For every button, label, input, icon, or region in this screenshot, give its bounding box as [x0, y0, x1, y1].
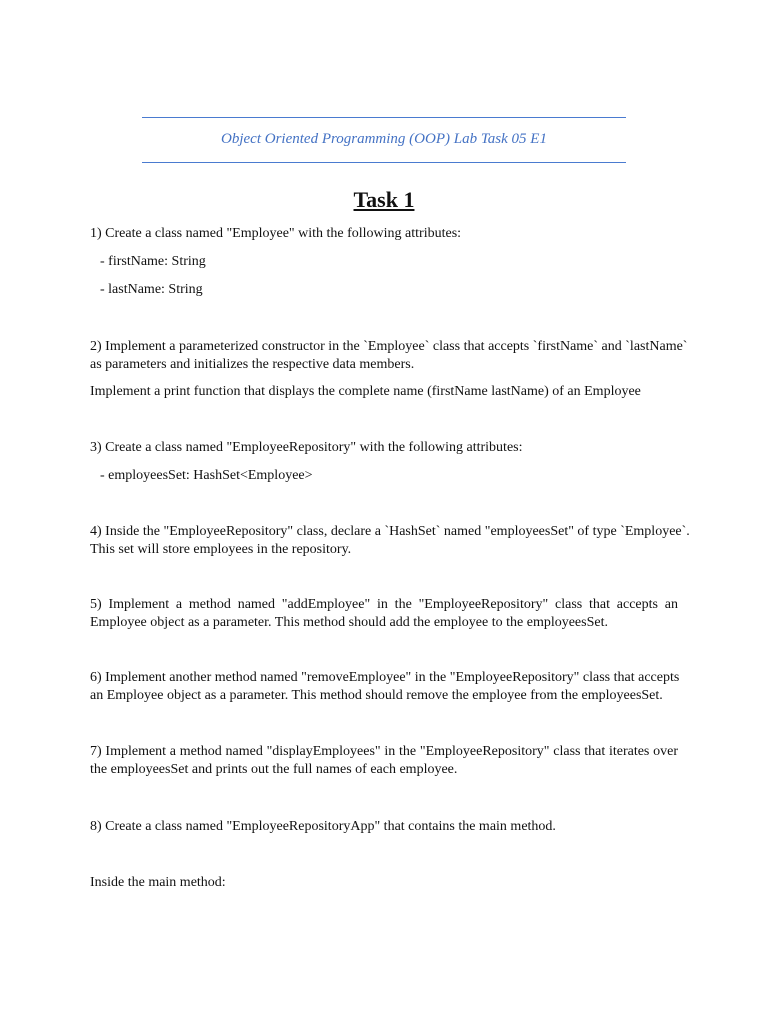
item-3-attr-employeesset: - employeesSet: HashSet<Employee>	[100, 468, 313, 483]
item-7-line-1: 7) Implement a method named "displayEmployees" in the "EmployeeRepository" class that iterates over	[90, 744, 678, 759]
item-2-print-function: Implement a print function that displays the complete name (firstName lastName) of an Employee	[90, 384, 641, 399]
item-1-attr-firstname: - firstName: String	[100, 254, 206, 269]
item-4-line-2: This set will store employees in the repository.	[90, 542, 352, 557]
item-6	[90, 669, 678, 705]
item-5-line-2: Employee object as a parameter. This method should add the employee to the employeesSet.	[90, 615, 608, 630]
item-5	[90, 596, 678, 632]
task-title: Task 1	[353, 187, 415, 212]
item-6-line-2: an Employee object as a parameter. This method should remove the employee from the employeesSet.	[90, 688, 663, 703]
header-title: Object Oriented Programming (OOP) Lab Task 05 E1	[221, 131, 547, 147]
item-3: 3) Create a class named "EmployeeRepository" with the following attributes:	[90, 440, 523, 455]
header-bottom-rule	[142, 162, 626, 163]
item-6-line-1: 6) Implement another method named "removeEmployee" in the "EmployeeRepository" class that accepts	[90, 670, 680, 685]
header-top-rule	[142, 117, 626, 118]
main-method-heading: Inside the main method:	[90, 875, 226, 890]
item-1-attr-lastname: - lastName: String	[100, 282, 203, 297]
item-2	[90, 338, 688, 374]
item-7	[90, 743, 678, 779]
item-8: 8) Create a class named "EmployeeRepositoryApp" that contains the main method.	[90, 819, 556, 834]
item-1: 1) Create a class named "Employee" with the following attributes:	[90, 226, 462, 241]
item-2-line-2: as parameters and initializes the respective data members.	[90, 357, 415, 372]
item-4	[90, 523, 690, 559]
item-2-line-1: 2) Implement a parameterized constructor in the `Employee` class that accepts `firstName` and `lastName`	[90, 339, 688, 354]
item-4-line-1: 4) Inside the "EmployeeRepository" class, declare a `HashSet` named "employeesSet" of type `Employee`.	[90, 524, 690, 539]
item-7-line-2: the employeesSet and prints out the full names of each employee.	[90, 762, 458, 777]
item-5-line-1: 5) Implement a method named "addEmployee" in the "EmployeeRepository" class that accepts an	[90, 597, 678, 612]
